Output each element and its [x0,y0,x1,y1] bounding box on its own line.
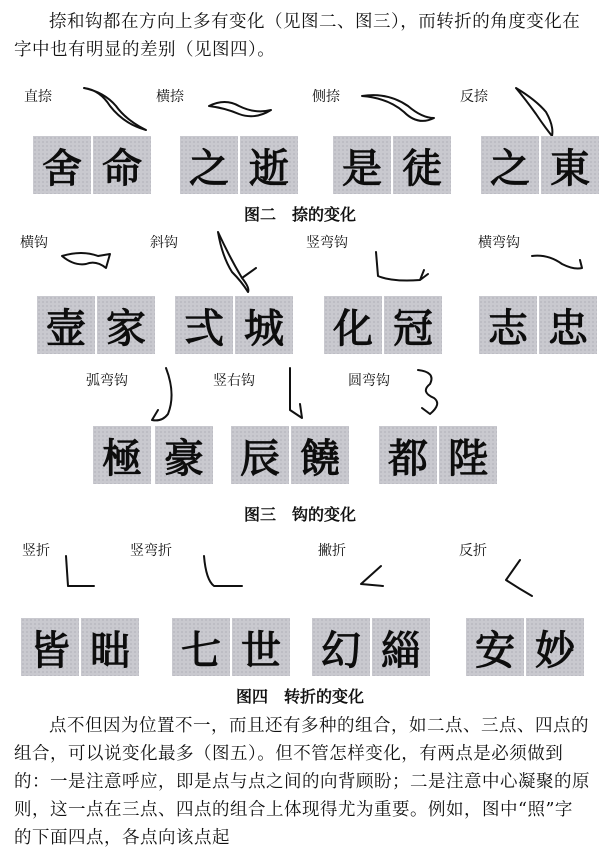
stroke-label: 竖右钩 [213,373,255,389]
calligraphy-char: 饒 [291,426,349,484]
calligraphy-char: 忠 [539,296,597,354]
stroke-label: 横捺 [156,89,184,105]
stroke-sample-icon [198,552,248,596]
stroke-sample-icon [500,556,540,600]
stroke-label: 反捺 [460,89,488,105]
stroke-label: 弧弯钩 [86,373,128,389]
calligraphy-char: 舍 [33,136,91,194]
calligraphy-char: 辰 [231,426,289,484]
calligraphy-char: 家 [97,296,155,354]
stroke-sample-icon [80,84,150,134]
stroke-label: 竖折 [22,543,50,559]
stroke-label: 斜钩 [150,235,178,251]
stroke-sample-icon [146,364,186,428]
calligraphy-char: 妙 [526,618,584,676]
stroke-label: 竖弯折 [130,543,172,559]
calligraphy-char: 命 [93,136,151,194]
calligraphy-char: 志 [479,296,537,354]
calligraphy-char: 之 [481,136,539,194]
stroke-label: 直捺 [24,89,52,105]
calligraphy-char: 逝 [240,136,298,194]
calligraphy-char: 緇 [372,618,430,676]
calligraphy-char: 安 [466,618,524,676]
calligraphy-char: 城 [235,296,293,354]
body-paragraph: 点不但因为位置不一，而且还有多种的组合，如二点、三点、四点的组合，可以说变化最多（图五）。但不管怎样变化，有两点是必须做到的：一是注意呼应，即是点与点之间的向背顾盼；二是注意中心凝聚的原则，这一点在三点、四点的组合上体现得尤为重要。例如，图中“照”字的下面四点，各点向该点起 [14,716,590,848]
stroke-sample-icon [280,364,310,424]
stroke-label: 反折 [459,543,487,559]
stroke-label: 圆弯钩 [348,373,390,389]
calligraphy-char: 之 [180,136,238,194]
stroke-sample-icon [410,364,450,420]
calligraphy-char: 壸 [37,296,95,354]
stroke-sample-icon [205,92,275,122]
stroke-label: 横钩 [20,235,48,251]
figure-caption: 图三 钩的变化 [243,505,356,524]
stroke-sample-icon [358,88,438,128]
calligraphy-char: 皆 [21,618,79,676]
stroke-sample-icon [60,552,100,596]
stroke-sample-icon [212,228,262,298]
calligraphy-char: 幻 [312,618,370,676]
calligraphy-char: 是 [333,136,391,194]
calligraphy-char: 昢 [81,618,139,676]
calligraphy-char: 世 [232,618,290,676]
calligraphy-char: 化 [324,296,382,354]
calligraphy-char: 七 [172,618,230,676]
figure-caption: 图二 捺的变化 [243,205,356,224]
calligraphy-char: 都 [379,426,437,484]
figure-caption: 图四 转折的变化 [235,687,364,706]
calligraphy-char: 徒 [393,136,451,194]
stroke-sample-icon [372,248,432,288]
calligraphy-char: 豪 [155,426,213,484]
calligraphy-char: 弍 [175,296,233,354]
stroke-label: 撇折 [318,543,346,559]
stroke-label: 竖弯钩 [306,235,348,251]
stroke-sample-icon [58,246,118,276]
intro-paragraph: 捺和钩都在方向上多有变化（见图二、图三），而转折的角度变化在字中也有明显的差别（见图四）。 [14,12,581,60]
stroke-label: 侧捺 [312,89,340,105]
stroke-label: 横弯钩 [478,235,520,251]
calligraphy-char: 陛 [439,426,497,484]
stroke-sample-icon [528,250,588,280]
calligraphy-char: 東 [541,136,599,194]
calligraphy-char: 極 [93,426,151,484]
stroke-sample-icon [510,82,560,142]
stroke-sample-icon [355,562,391,592]
calligraphy-char: 冠 [384,296,442,354]
